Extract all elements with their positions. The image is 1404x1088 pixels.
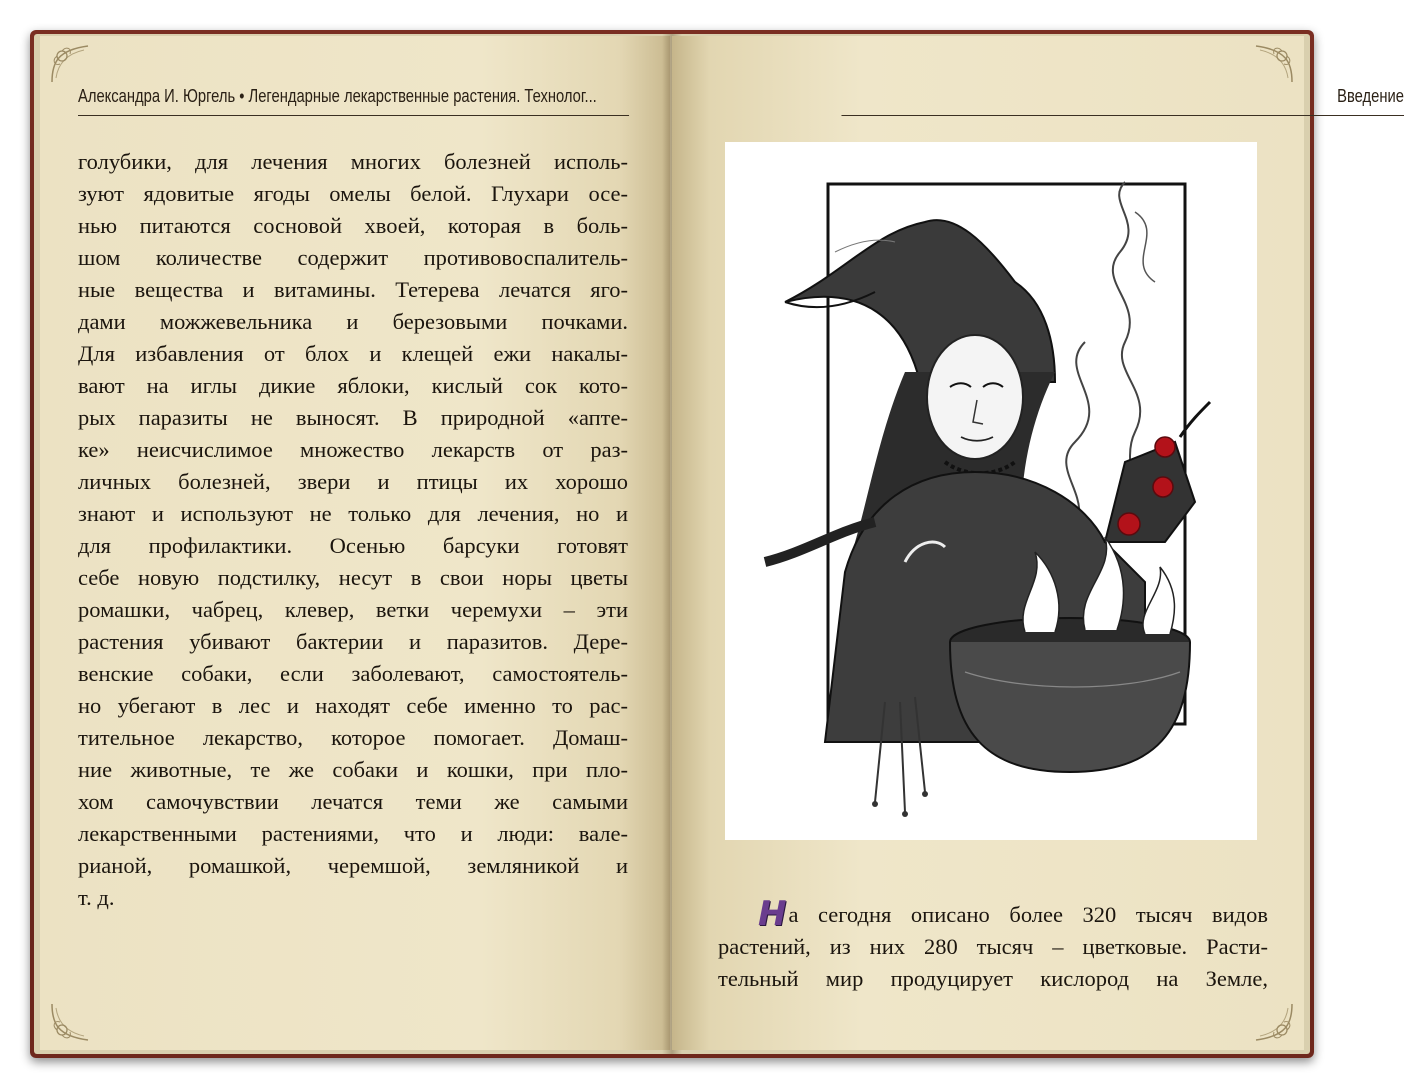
text-line: но убегают в лес и находят себе именно то рас- (78, 693, 628, 718)
text-line: зуют ядовитые ягоды омелы белой. Глухари осе- (78, 181, 628, 206)
first-line-text: а сегодня описано более 320 тысяч видов (788, 902, 1268, 927)
ornament-corner-icon (1252, 42, 1296, 86)
left-page[interactable] (40, 36, 670, 1050)
running-header-right: Введение (841, 86, 1404, 116)
text-line: шом количестве содержит противовоспалитель- (78, 245, 628, 270)
left-page-text (78, 146, 628, 914)
right-page-text (718, 894, 1268, 995)
ornament-corner-icon (48, 42, 92, 86)
text-line: для профилактики. Осенью барсуки готовят (78, 533, 628, 558)
text-line: рых паразиты не выносят. В природной «апте- (78, 405, 628, 430)
running-header-left: Александра И. Юргель • Легендарные лекарственные растения. Технолог... (78, 86, 629, 116)
text-line: хом самочувствии лечатся теми же самыми (78, 789, 628, 814)
ornament-corner-icon (1252, 1000, 1296, 1044)
text-line: голубики, для лечения многих болезней исполь- (78, 149, 628, 174)
text-line: ке» неисчислимое множество лекарств от раз- (78, 437, 628, 462)
text-line: знают и используют не только для лечения, но и (78, 501, 628, 526)
text-line: дами можжевельника и березовыми почками. (78, 309, 628, 334)
text-line: Для избавления от блох и клещей ежи накалы- (78, 341, 628, 366)
text-line: тельный мир продуцирует кислород на Земле, (718, 966, 1268, 991)
text-line (718, 894, 1268, 934)
text-line: ние животные, те же собаки и кошки, при пло- (78, 757, 628, 782)
text-line: себе новую подстилку, несут в свои норы цветы (78, 565, 628, 590)
text-line: растений, из них 280 тысяч – цветковые. Расти- (718, 934, 1268, 959)
ornament-corner-icon (48, 1000, 92, 1044)
text-line: ромашки, чабрец, клевер, ветки черемухи – эти (78, 597, 628, 622)
text-line: тительное лекарство, которое помогает. Домаш- (78, 725, 628, 750)
text-line: рианой, ромашкой, черемшой, земляникой и (78, 853, 628, 878)
text-line: вают на иглы дикие яблоки, кислый сок кото- (78, 373, 628, 398)
text-line: венские собаки, если заболевают, самостоятель- (78, 661, 628, 686)
witch-with-cauldron-illustration (725, 142, 1257, 840)
right-page[interactable] (672, 36, 1404, 1050)
text-line: личных болезней, звери и птицы их хорошо (78, 469, 628, 494)
text-line: растения убивают бактерии и паразитов. Дере- (78, 629, 628, 654)
text-line: ные вещества и витамины. Тетерева лечатся яго- (78, 277, 628, 302)
text-line: т. д. (78, 885, 115, 910)
drop-cap: Н (758, 894, 787, 934)
text-line: нью питаются сосновой хвоей, которая в боль- (78, 213, 628, 238)
text-line: лекарственными растениями, что и люди: вале- (78, 821, 628, 846)
